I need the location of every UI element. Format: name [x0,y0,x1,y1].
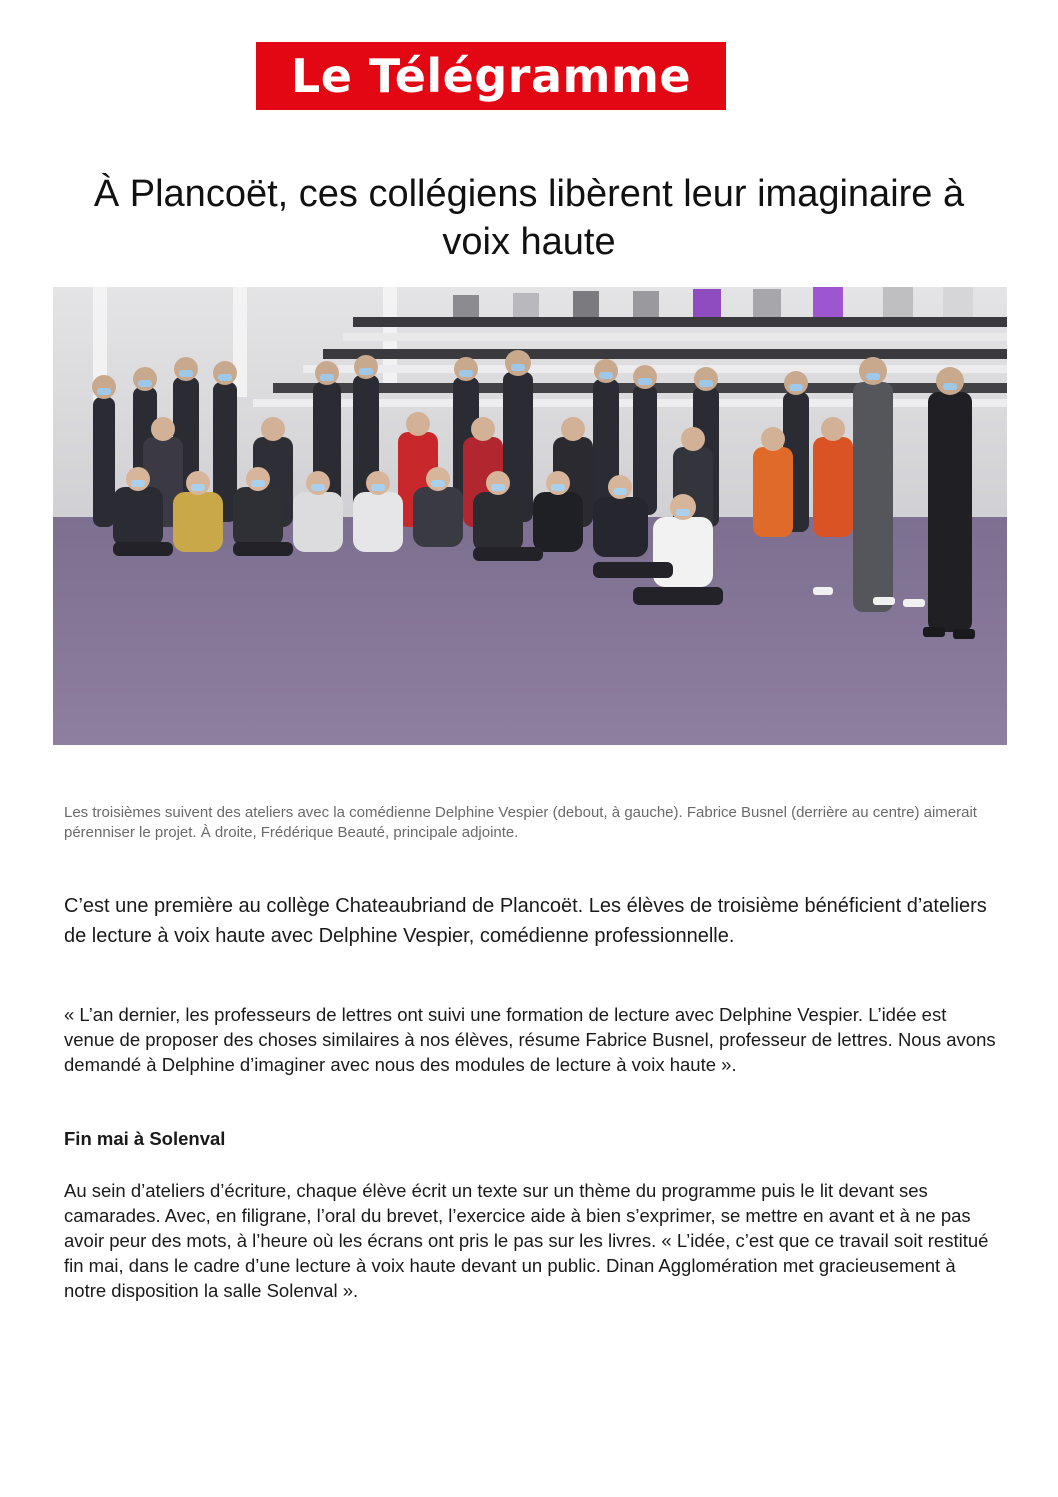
article-paragraph: Au sein d’ateliers d’écriture, chaque élève écrit un texte sur un thème du programme puis le lit devant ses camarades. Avec, en filigrane, l’oral du brevet, l’exercice aide à bien s’exprimer, se mettre en avant et à ne pas avoir peur des mots, à l’heure où les écrans ont pris le pas sur les livres. « L’idée, c’est que ce travail soit restitué fin mai, dans le cadre d’une lecture à voix haute devant un public. Dinan Agglomération met gracieusement à notre disposition la salle Solenval ». [64,1180,989,1301]
article-paragraph: « L’an dernier, les professeurs de lettres ont suivi une formation de lecture avec Delphine Vespier. L’idée est venue de proposer des choses similaires à nos élèves, résume Fabrice Busnel, professeur de lettres. Nous avons demandé à Delphine d’imaginer avec nous des modules de lecture à voix haute ». [64,1004,996,1075]
article-lead: C’est une première au collège Chateaubriand de Plancoët. Les élèves de troisième bénéficient d’ateliers de lecture à voix haute avec Delphine Vespier, comédienne professionnelle. [64,895,987,947]
photo-caption: Les troisièmes suivent des ateliers avec la comédienne Delphine Vespier (debout, à gauche). Fabrice Busnel (derrière au centre) aimerait pérenniser le projet. À droite, Frédérique Beauté, principale adjointe. [64,804,977,841]
logo-text: Le Télégramme [290,49,692,103]
masthead-logo [256,42,726,110]
article-headline: À Plancoët, ces collégiens libèrent leur imaginaire à voix haute [93,173,965,263]
group-photo-illustration [53,287,1007,745]
article-subheading: Fin mai à Solenval [64,1128,226,1149]
article-photo [53,287,1007,745]
